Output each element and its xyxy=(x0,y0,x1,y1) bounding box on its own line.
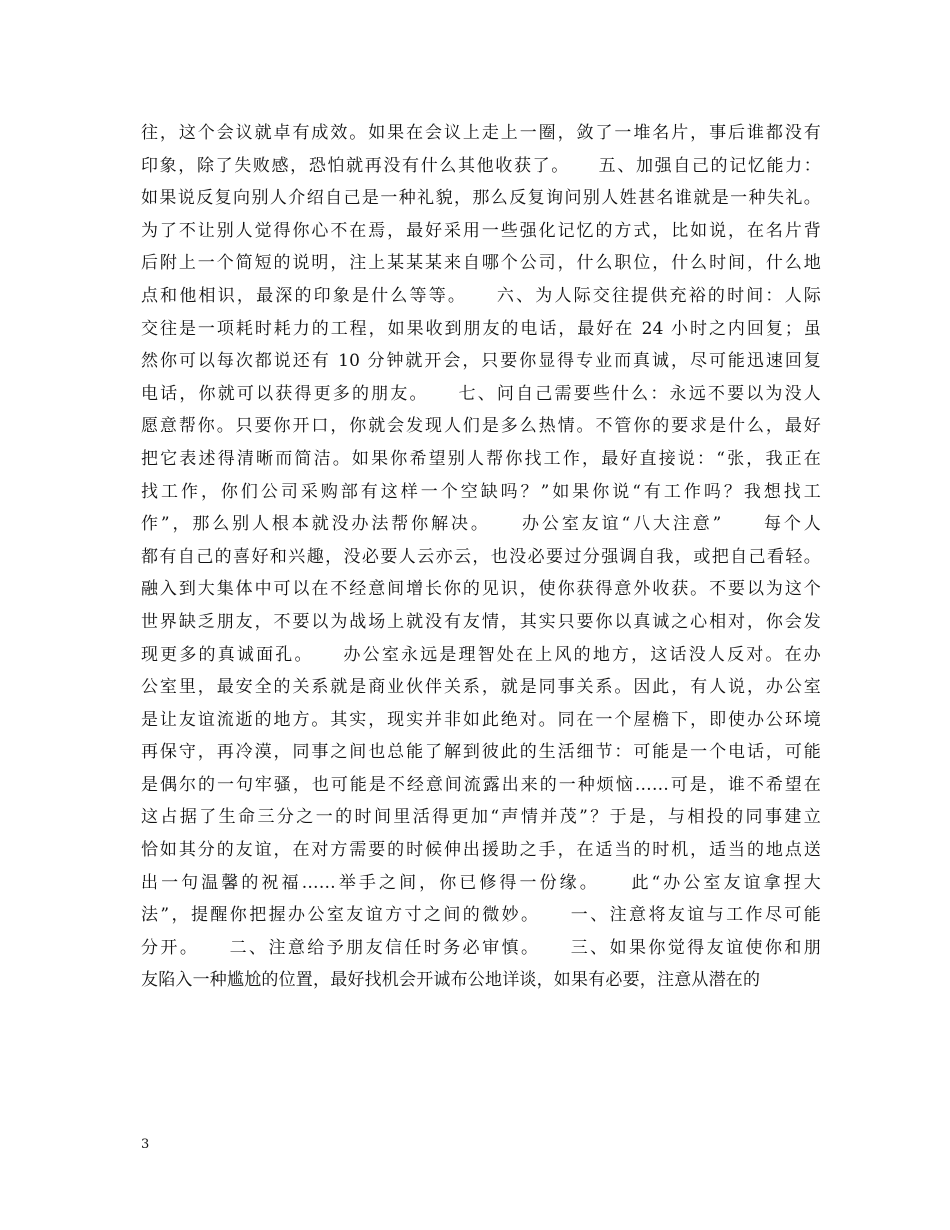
text-line: 恰如其分的友谊，在对方需要的时候伸出援助之手，在适当的时机，适当的地点送 xyxy=(141,840,821,861)
text-line: 把它表述得清晰而简洁。如果你希望别人帮你找工作，最好直接说：“张，我正在 xyxy=(141,448,821,469)
text-line: 现更多的真诚面孔。 办公室永远是理智处在上风的地方，这话没人反对。在办 xyxy=(141,644,821,665)
text-line: 点和他相识，最深的印象是什么等等。 六、为人际交往提供充裕的时间：人际 xyxy=(141,285,821,306)
text-line: 是让友谊流逝的地方。其实，现实并非如此绝对。同在一个屋檐下，即使办公环境 xyxy=(141,709,821,730)
text-line: 出一句温馨的祝福……举手之间，你已修得一份缘。 此“办公室友谊拿捏大 xyxy=(141,872,821,893)
text-line: 印象，除了失败感，恐怕就再没有什么其他收获了。 五、加强自己的记忆能力： xyxy=(141,155,821,176)
text-line: 都有自己的喜好和兴趣，没必要人云亦云，也没必要过分强调自我，或把自己看轻。 xyxy=(141,546,821,567)
text-line: 为了不让别人觉得你心不在焉，最好采用一些强化记忆的方式，比如说，在名片背 xyxy=(141,220,821,241)
text-line: 法”，提醒你把握办公室友谊方寸之间的微妙。 一、注意将友谊与工作尽可能 xyxy=(141,905,821,926)
text-line: 友陷入一种尴尬的位置，最好找机会开诚布公地详谈，如果有必要，注意从潜在的 xyxy=(141,970,761,991)
text-line: 电话，你就可以获得更多的朋友。 七、问自己需要些什么：永远不要以为没人 xyxy=(141,383,821,404)
text-line: 融入到大集体中可以在不经意间增长你的见识，使你获得意外收获。不要以为这个 xyxy=(141,579,821,600)
text-line: 作”，那么别人根本就没办法帮你解决。 办公室友谊“八大注意” 每个人 xyxy=(141,514,821,535)
body-text xyxy=(141,117,821,997)
text-line: 这占据了生命三分之一的时间里活得更加“声情并茂”？于是，与相投的同事建立 xyxy=(141,807,821,828)
text-line: 世界缺乏朋友，不要以为战场上就没有友情，其实只要你以真诚之心相对，你会发 xyxy=(141,611,821,632)
text-line: 再保守，再冷漠，同事之间也总能了解到彼此的生活细节：可能是一个电话，可能 xyxy=(141,742,821,763)
text-line: 交往是一项耗时耗力的工程，如果收到朋友的电话，最好在 24 小时之内回复；虽 xyxy=(141,318,821,339)
text-line: 然你可以每次都说还有 10 分钟就开会，只要你显得专业而真诚，尽可能迅速回复 xyxy=(141,351,821,372)
text-line: 愿意帮你。只要你开口，你就会发现人们是多么热情。不管你的要求是什么，最好 xyxy=(141,416,821,437)
text-line: 后附上一个简短的说明，注上某某某来自哪个公司，什么职位，什么时间，什么地 xyxy=(141,253,821,274)
text-line: 找工作，你们公司采购部有这样一个空缺吗？”如果你说“有工作吗？我想找工 xyxy=(141,481,821,502)
text-line: 公室里，最安全的关系就是商业伙伴关系，就是同事关系。因此，有人说，办公室 xyxy=(141,677,821,698)
text-line: 是偶尔的一句牢骚，也可能是不经意间流露出来的一种烦恼……可是，谁不希望在 xyxy=(141,774,821,795)
page-number: 3 xyxy=(141,1137,150,1152)
text-line: 分开。 二、注意给予朋友信任时务必审慎。 三、如果你觉得友谊使你和朋 xyxy=(141,937,821,958)
text-line: 往，这个会议就卓有成效。如果在会议上走上一圈，敛了一堆名片，事后谁都没有 xyxy=(141,123,821,143)
text-line: 如果说反复向别人介绍自己是一种礼貌，那么反复询问别人姓甚名谁就是一种失礼。 xyxy=(141,188,821,209)
